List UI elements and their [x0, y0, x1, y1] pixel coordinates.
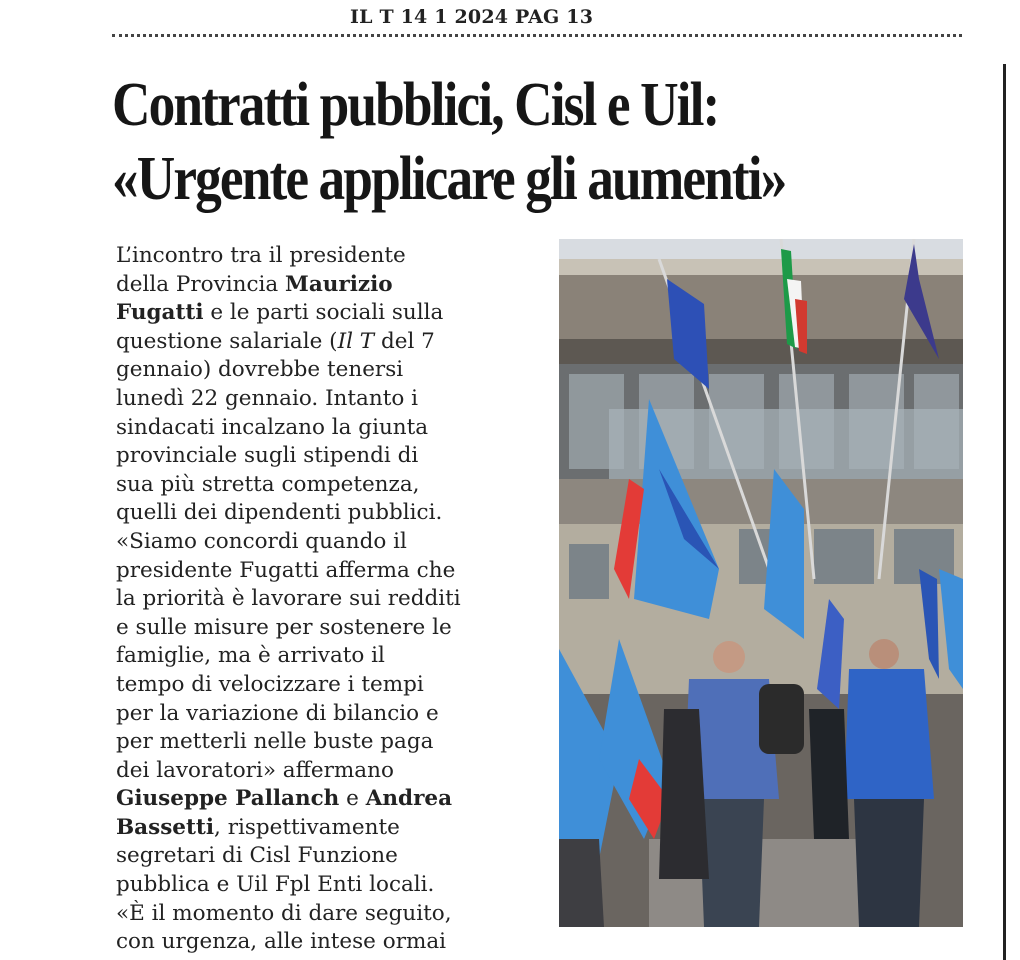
headline-line-2: «Urgente applicare gli aumenti»	[112, 145, 786, 213]
body-line	[116, 557, 556, 586]
bold-text: Giuseppe Pallanch	[116, 786, 340, 812]
body-text-run: famiglie, ma è arrivato il	[116, 643, 385, 669]
header-divider	[112, 34, 962, 37]
headline	[112, 68, 869, 216]
body-line	[116, 928, 556, 957]
body-text-run: lunedì 22 gennaio. Intanto i	[116, 385, 419, 411]
body-text-run: e	[339, 786, 366, 812]
body-text-run: segretari di Cisl Funzione	[116, 843, 398, 869]
body-text-run: presidente Fugatti afferma che	[116, 557, 456, 583]
body-line	[116, 528, 556, 557]
column-rule	[1003, 64, 1006, 960]
body-line	[116, 842, 556, 871]
body-text-run: sua più stretta competenza,	[116, 471, 420, 497]
body-line	[116, 671, 556, 700]
body-text-run: per metterli nelle buste paga	[116, 729, 434, 755]
body-line	[116, 728, 556, 757]
bold-text: Andrea	[365, 786, 453, 812]
body-text-run: e sulle misure per sostenere le	[116, 614, 452, 640]
body-line	[116, 642, 556, 671]
body-line	[116, 414, 556, 443]
body-text-run: quelli dei dipendenti pubblici.	[116, 500, 443, 526]
body-line	[116, 299, 556, 328]
body-line	[116, 814, 556, 843]
body-line	[116, 871, 556, 900]
body-text-run: questione salariale (	[116, 328, 338, 354]
body-line	[116, 900, 556, 929]
body-text-run: L’incontro tra il presidente	[116, 243, 406, 268]
bold-text: Maurizio	[285, 271, 393, 297]
body-text-run: tempo di velocizzare i tempi	[116, 671, 424, 697]
headline-line-1: Contratti pubblici, Cisl e Uil:	[112, 71, 719, 139]
body-text-run: pubblica e Uil Fpl Enti locali.	[116, 872, 435, 898]
body-line	[116, 700, 556, 729]
body-line	[116, 271, 556, 300]
bold-text: Bassetti	[116, 814, 215, 840]
body-text-run: per la variazione di bilancio e	[116, 700, 439, 726]
body-line	[116, 614, 556, 643]
body-text-run: della Provincia	[116, 271, 286, 297]
article-photo	[559, 239, 963, 927]
body-text-run: con urgenza, alle intese ormai	[116, 929, 447, 955]
body-text-run: la priorità è lavorare sui redditi	[116, 586, 461, 612]
body-line	[116, 442, 556, 471]
body-line	[116, 328, 556, 357]
body-text-run: «È il momento di dare seguito,	[116, 900, 452, 926]
body-line	[116, 356, 556, 385]
page-header: IL T 14 1 2024 PAG 13	[350, 6, 594, 28]
italic-text: Il T	[337, 328, 375, 354]
body-text-run: del 7	[374, 328, 435, 354]
body-line	[116, 471, 556, 500]
body-text-run: e le parti sociali sulla	[203, 300, 444, 326]
body-line	[116, 499, 556, 528]
article-body	[116, 242, 556, 957]
body-text-run: dei lavoratori» affermano	[116, 757, 394, 783]
bold-text: Fugatti	[116, 300, 204, 326]
body-text-run: sindacati incalzano la giunta	[116, 414, 429, 440]
body-text-run: «Siamo concordi quando il	[116, 528, 407, 554]
body-line	[116, 585, 556, 614]
body-line	[116, 242, 556, 271]
body-line	[116, 757, 556, 786]
body-text-run: provinciale sugli stipendi di	[116, 443, 419, 469]
body-text-run: gennaio) dovrebbe tenersi	[116, 357, 404, 383]
body-text-run: , rispettivamente	[214, 814, 400, 840]
body-line	[116, 785, 556, 814]
body-line	[116, 385, 556, 414]
